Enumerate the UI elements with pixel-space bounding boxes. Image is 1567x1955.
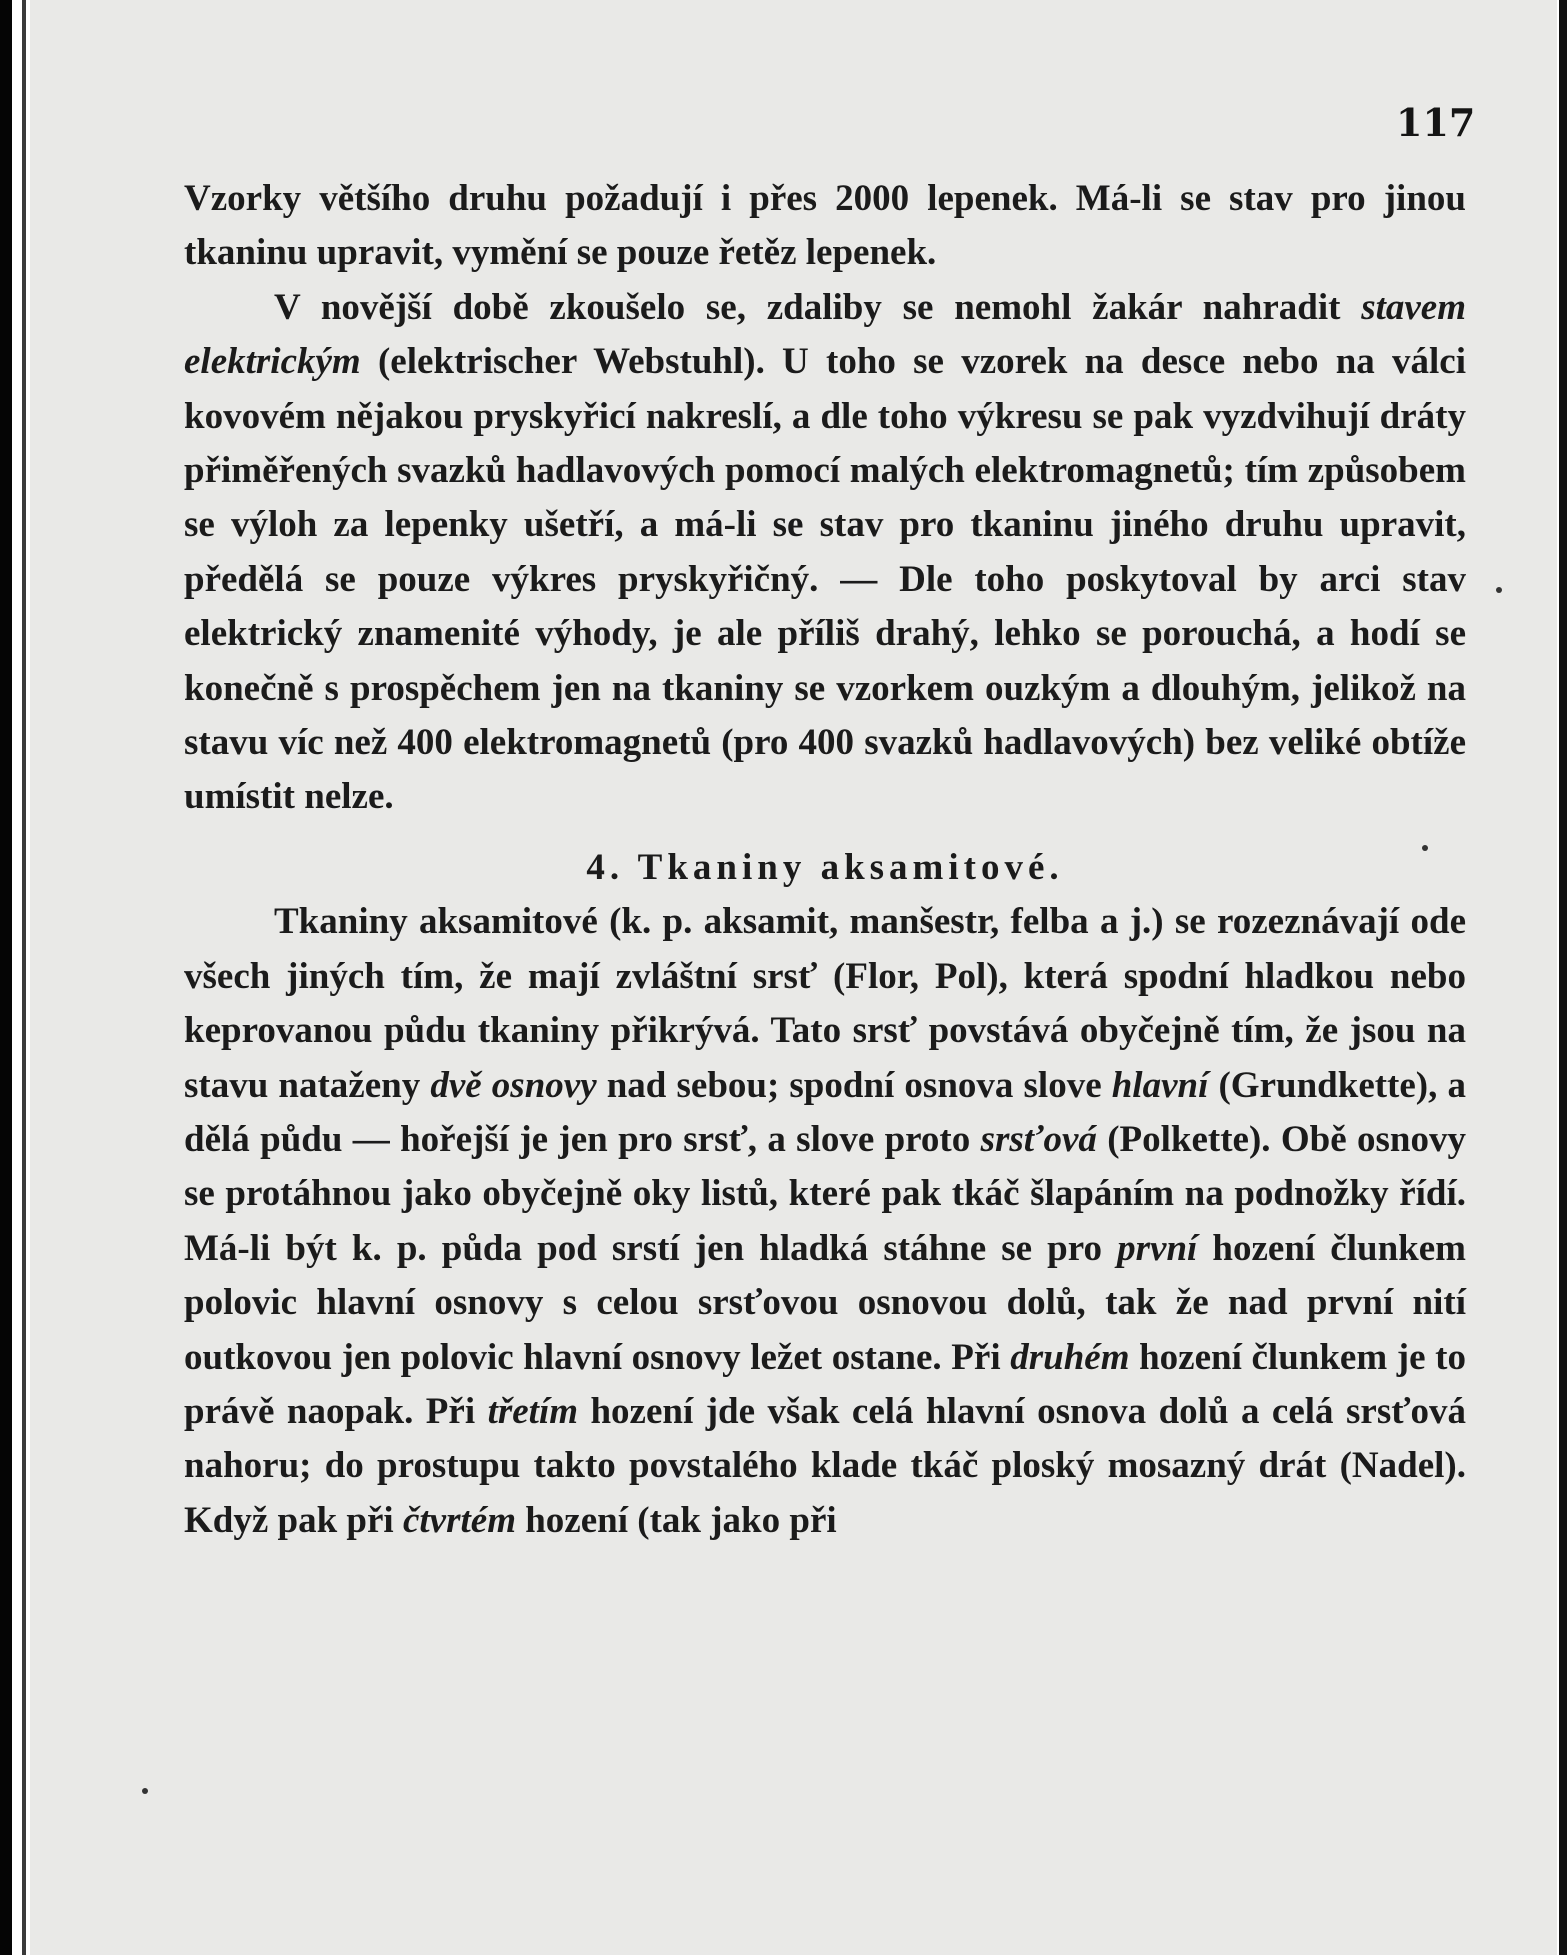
text-run: (Polkette). Obě osnovy se protáhnou jako obyčejně oky listů, které pak tkáč šlapáním na podnožky řídí. Má-li být k. p. půda pod srstí jen hladká stáhne se pro: [184, 1118, 1466, 1269]
page-body: [184, 172, 1466, 1548]
paragraph-3: [184, 895, 1466, 1548]
text-run: Vzorky většího druhu požadují i přes 2000 lepenek. Má-li se stav pro jinou tkaninu upravit, vymění se pouze řetěz lepenek.: [184, 178, 1466, 274]
scan-border-right: [1559, 0, 1567, 1955]
scan-speck: [1422, 845, 1428, 851]
emphasized-term: čtvrtém: [402, 1499, 516, 1541]
emphasized-term: dvě osnovy: [430, 1064, 597, 1106]
text-run: Tkaniny aksamitové (k. p. aksamit, manšestr, felba a j.) se rozeznávají ode všech jiných tím, že mají zvláštní srsť (Flor, Pol), která spodní hladkou nebo keprovanou půdu tkaniny přikrývá. Tato srsť povstává obyčejně tím, že jsou na stavu nataženy: [184, 901, 1466, 1106]
emphasized-term: první: [1117, 1227, 1198, 1269]
scan-speck: [142, 1788, 148, 1794]
emphasized-term: hlavní: [1111, 1064, 1209, 1106]
paragraph-1: [184, 172, 1466, 281]
text-run: hození (tak jako při: [515, 1499, 837, 1541]
page-number: 117: [1396, 100, 1476, 145]
text-run: nad sebou; spodní osnova slove: [596, 1064, 1112, 1106]
emphasized-term: druhém: [1010, 1336, 1130, 1378]
text-run: (elektrischer Webstuhl). U toho se vzorek na desce nebo na válci kovovém nějakou pryskyřicí nakreslí, a dle toho výkresu se pak vyzdvihují dráty přiměřených svazků hadlavových pomocí malých elektromagnetů; tím způsobem se výloh za lepenky ušetří, a má-li se stav pro tkaninu jiného druhu upravit, předělá se pouze výkres pryskyřičný. — Dle toho poskytoval by arci stav elektrický znamenité výhody, je ale příliš drahý, lehko se porouchá, a hodí se konečně s prospěchem jen na tkaniny se vzorkem ouzkým a dlouhým, jelikož na stavu víc než 400 elektromagnetů (pro 400 svazků hadlavových) bez veliké obtíže umístit nelze.: [184, 341, 1466, 818]
text-run: (Grundkette), a dělá půdu — hořejší je jen pro srsť, a slove proto: [184, 1064, 1466, 1160]
text-run: hození člunkem je to právě naopak. Při: [184, 1336, 1466, 1432]
text-run: hození člunkem polovic hlavní osnovy s celou srsťovou osnovou dolů, tak že nad první nití outkovou jen polovic hlavní osnovy ležet ostane. Při: [184, 1227, 1466, 1378]
text-run: hození jde však celá hlavní osnova dolů a celá srsťová nahoru; do prostupu takto povstalého klade tkáč ploský mosazný drát (Nadel). Když pak při: [184, 1390, 1467, 1541]
section-heading: 4. Tkaniny aksamitové.: [586, 846, 1064, 888]
emphasized-term: srsťová: [980, 1118, 1097, 1160]
emphasized-term: stavem elektrickým: [184, 286, 1466, 383]
scan-speck: [1496, 587, 1502, 593]
scan-border-left: [0, 0, 12, 1955]
paragraph-2: [184, 281, 1466, 825]
text-run: V novější době zkoušelo se, zdaliby se nemohl žakár nahradit: [274, 286, 1362, 328]
scan-border-line: [22, 0, 26, 1955]
emphasized-term: třetím: [487, 1390, 579, 1432]
book-page: [30, 0, 1557, 1955]
